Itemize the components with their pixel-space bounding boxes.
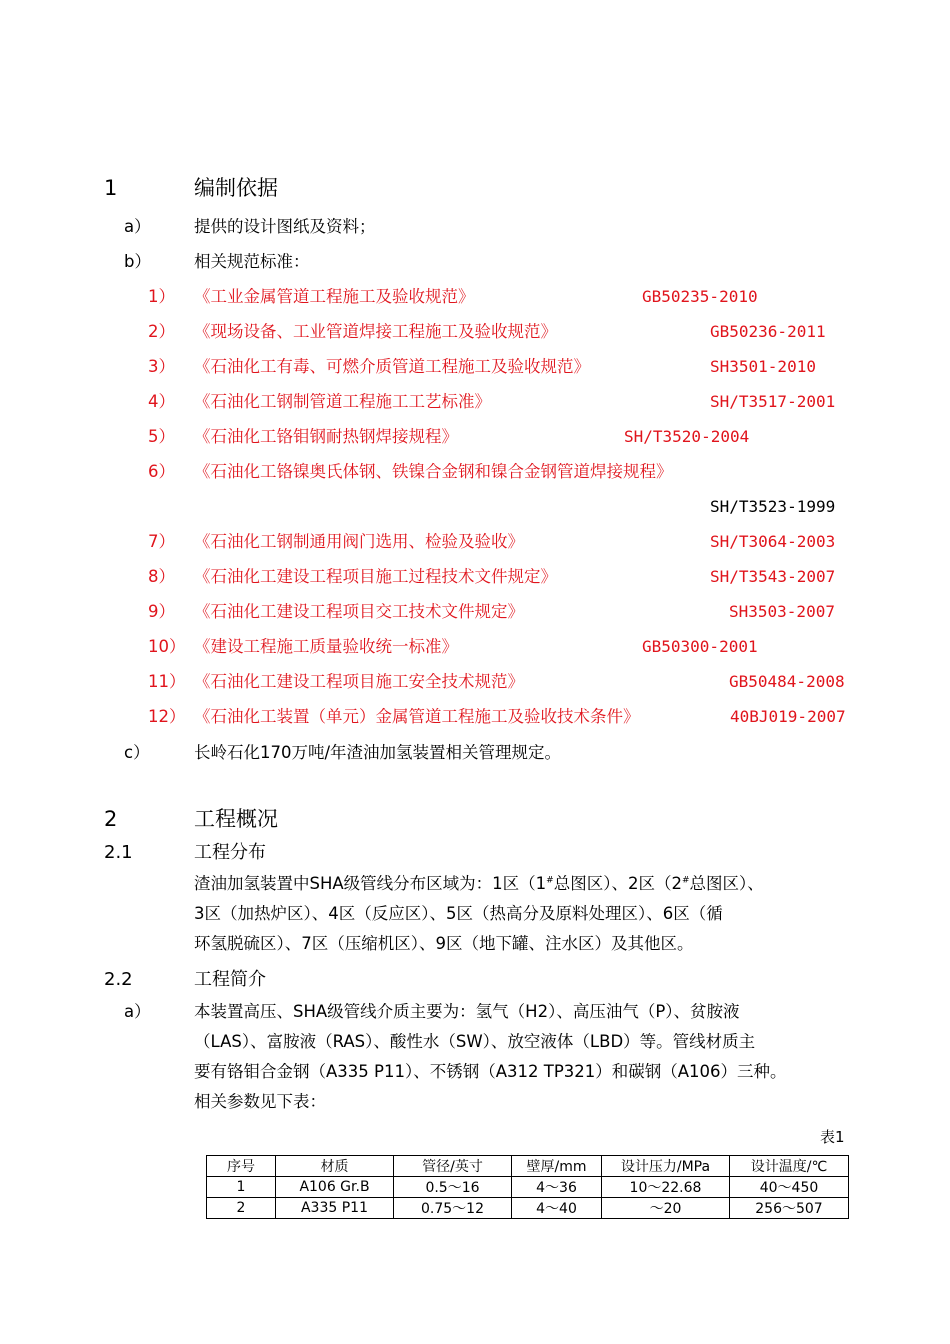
standard-num: 1） [148,287,175,306]
table-cell: 4～36 [512,1177,602,1198]
table-cell: ～20 [602,1198,730,1219]
standard-name: 《石油化工有毒、可燃介质管道工程施工及验收规范》 [194,357,590,376]
standard-name: 《工业金属管道工程施工及验收规范》 [194,287,475,306]
item-b-marker: b） [124,252,151,271]
standard-num: 10） [148,637,186,656]
standard-num: 7） [148,532,175,551]
table-cell: A335 P11 [276,1198,394,1219]
table-row [207,1198,849,1219]
paragraph-line: 要有铬钼合金钢（A335 P11）、不锈钢（A312 TP321）和碳钢（A106）三种。 [194,1062,787,1081]
paragraph-line: 环氢脱硫区）、7区（压缩机区）、9区（地下罐、注水区）及其他区。 [194,934,694,953]
standard-num: 6） [148,462,175,481]
standard-num: 11） [148,672,186,691]
section-1-title: 编制依据 [194,176,278,200]
item-b-text: 相关规范标准： [194,252,310,271]
standard-code: 40BJ019-2007 [730,707,846,726]
table-header-cell: 序号 [207,1156,276,1177]
table-header-cell: 设计压力/MPa [602,1156,730,1177]
paragraph-line: （LAS）、富胺液（RAS）、酸性水（SW）、放空液体（LBD）等。管线材质主 [194,1032,756,1051]
parameter-table [206,1155,849,1219]
table-cell: 0.5～16 [394,1177,512,1198]
standard-name: 《石油化工铬镍奥氏体钢、铁镍合金钢和镍合金钢管道焊接规程》 [194,462,673,481]
table-header-cell: 设计温度/℃ [730,1156,849,1177]
subsection-2-1-number: 2.1 [104,842,133,863]
standard-num: 12） [148,707,186,726]
item-a-marker: a） [124,217,151,236]
table-caption: 表1 [820,1128,845,1146]
standard-name: 《石油化工钢制管道工程施工工艺标准》 [194,392,491,411]
section-2-number: 2 [104,807,118,831]
standard-code: SH/T3064-2003 [710,532,836,551]
item-a-marker: a） [124,1002,151,1021]
table-row [207,1177,849,1198]
paragraph-line: 渣油加氢装置中SHA级管线分布区域为：1区（1#总图区）、2区（2#总图区）、 [194,874,764,893]
subsection-2-2-number: 2.2 [104,969,133,990]
standard-name: 《石油化工建设工程项目施工过程技术文件规定》 [194,567,557,586]
table-header-cell: 管径/英寸 [394,1156,512,1177]
standard-code: GB50235-2010 [642,287,758,306]
subsection-2-2-title: 工程简介 [194,969,266,990]
standard-code: GB50484-2008 [729,672,845,691]
table-cell: 0.75～12 [394,1198,512,1219]
paragraph-line: 相关参数见下表： [194,1092,326,1111]
paragraph-line: 本装置高压、SHA级管线介质主要为：氢气（H2）、高压油气（P）、贫胺液 [194,1002,740,1021]
standard-name: 《现场设备、工业管道焊接工程施工及验收规范》 [194,322,557,341]
standard-num: 9） [148,602,175,621]
table-header-row [207,1156,849,1177]
item-a-text: 提供的设计图纸及资料； [194,217,376,236]
standard-name: 《石油化工建设工程项目交工技术文件规定》 [194,602,524,621]
standard-name: 《建设工程施工质量验收统一标准》 [194,637,458,656]
table-cell: 256～507 [730,1198,849,1219]
standard-code: SH3503-2007 [729,602,835,621]
standard-num: 2） [148,322,175,341]
standard-num: 3） [148,357,175,376]
standard-code: SH/T3543-2007 [710,567,836,586]
section-1-number: 1 [104,176,118,200]
standard-code: SH/T3517-2001 [710,392,836,411]
table-cell: 40～450 [730,1177,849,1198]
standard-name: 《石油化工钢制通用阀门选用、检验及验收》 [194,532,524,551]
standard-code: SH/T3520-2004 [624,427,750,446]
standard-code: GB50300-2001 [642,637,758,656]
table-cell: 1 [207,1177,276,1198]
table-cell: 10～22.68 [602,1177,730,1198]
table-cell: 4～40 [512,1198,602,1219]
table-header-cell: 材质 [276,1156,394,1177]
standard-num: 5） [148,427,175,446]
standard-code: SH/T3523-1999 [710,497,836,516]
table-header-cell: 壁厚/mm [512,1156,602,1177]
standard-name: 《石油化工建设工程项目施工安全技术规范》 [194,672,524,691]
standard-name: 《石油化工铬钼钢耐热钢焊接规程》 [194,427,458,446]
table-cell: 2 [207,1198,276,1219]
table-cell: A106 Gr.B [276,1177,394,1198]
item-c-text: 长岭石化170万吨/年渣油加氢装置相关管理规定。 [194,743,562,762]
item-c-marker: c） [124,743,150,762]
paragraph-line: 3区（加热炉区）、4区（反应区）、5区（热高分及原料处理区）、6区（循 [194,904,723,923]
standard-num: 4） [148,392,175,411]
standard-num: 8） [148,567,175,586]
subsection-2-1-title: 工程分布 [194,842,266,863]
standard-code: GB50236-2011 [710,322,826,341]
standard-code: SH3501-2010 [710,357,816,376]
standard-name: 《石油化工装置（单元）金属管道工程施工及验收技术条件》 [194,707,640,726]
section-2-title: 工程概况 [194,807,278,831]
